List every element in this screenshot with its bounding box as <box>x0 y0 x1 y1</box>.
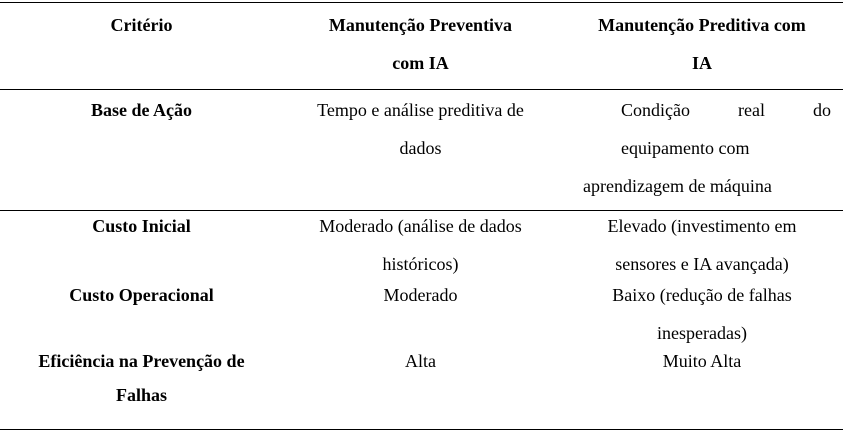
header-bottom-rule <box>0 89 843 90</box>
row-base-preventive: Tempo e análise preditiva de dados <box>317 100 524 158</box>
table-top-rule <box>0 2 843 3</box>
table-bottom-rule <box>0 429 843 430</box>
row-operational-cost-preventive: Moderado <box>383 285 458 305</box>
row-efficiency-criterion: Eficiência na Prevenção de Falhas <box>38 351 245 405</box>
row-operational-cost-predictive: Baixo (redução de falhas inesperadas) <box>612 285 792 343</box>
row-operational-cost-criterion: Custo Operacional <box>69 285 214 305</box>
row-initial-cost-preventive: Moderado (análise de dados históricos) <box>319 216 522 274</box>
row-initial-cost-criterion: Custo Inicial <box>92 216 191 236</box>
header-criterion: Critério <box>110 15 173 35</box>
row-base-criterion: Base de Ação <box>91 100 192 120</box>
row-efficiency-predictive: Muito Alta <box>662 351 742 371</box>
header-predictive: Manutenção Preditiva com IA <box>598 15 806 73</box>
justified-line: Condição real do <box>621 100 831 120</box>
row-base-predictive: Condição real do equipamento com aprendizagem de máquina <box>583 91 831 205</box>
row-efficiency-preventive: Alta <box>405 351 436 371</box>
row-initial-cost-predictive: Elevado (investimento em sensores e IA avançada) <box>607 216 797 274</box>
header-preventive: Manutenção Preventiva com IA <box>328 15 513 73</box>
